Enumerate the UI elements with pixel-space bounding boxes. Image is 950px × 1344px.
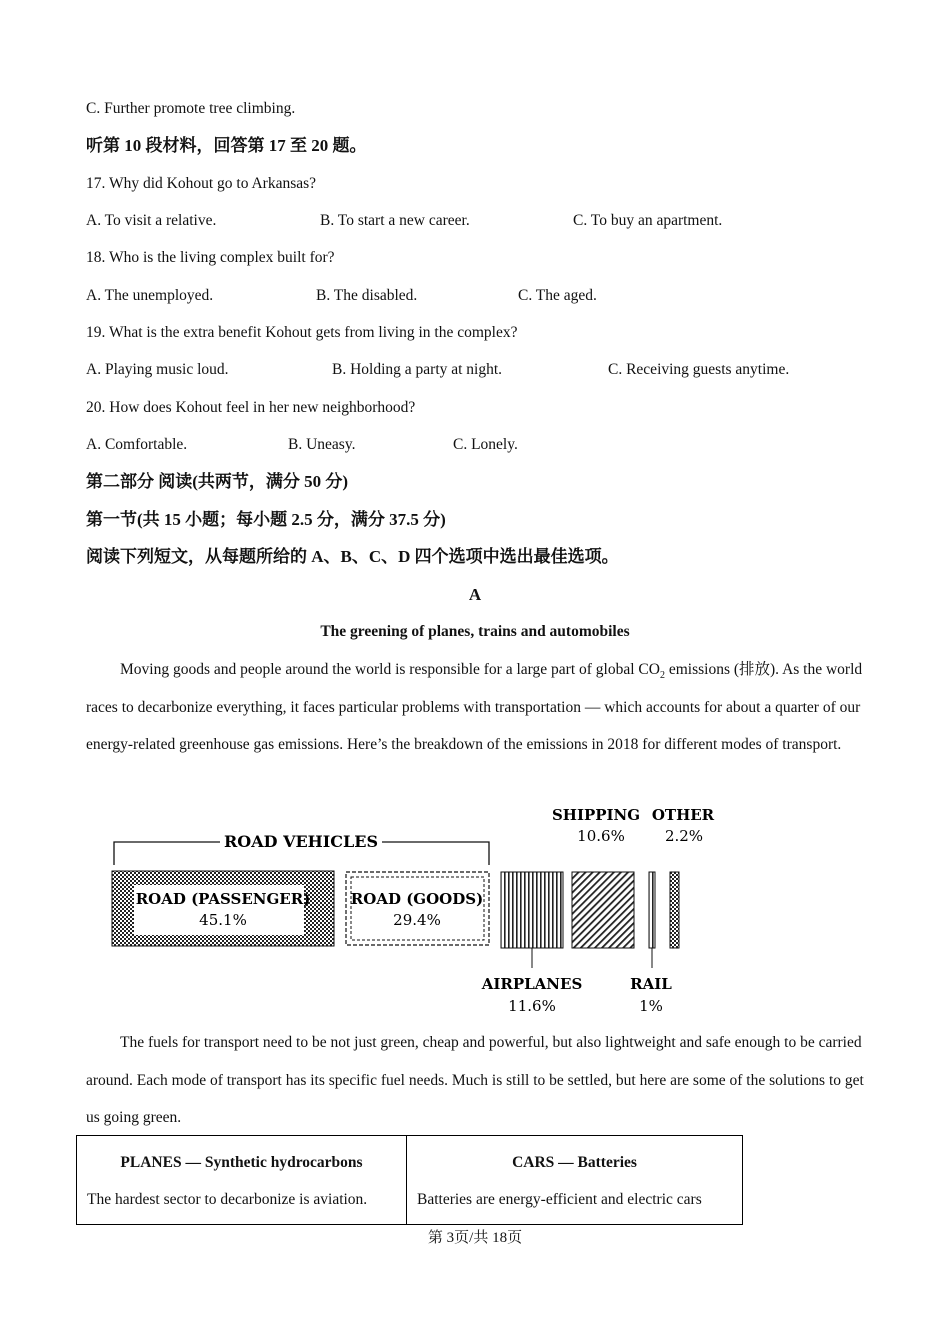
- planes-heading: PLANES — Synthetic hydrocarbons: [120, 1154, 363, 1171]
- road-vehicles-label: ROAD VEHICLES: [223, 832, 379, 851]
- question-19: 19. What is the extra benefit Kohout gets from living in the complex?: [86, 324, 518, 341]
- cat-label-other: OTHER: [651, 806, 715, 824]
- cars-text: Batteries are energy-efficient and electric cars: [417, 1191, 702, 1208]
- section-heading-10: 听第 10 段材料，回答第 17 至 20 题。: [86, 136, 367, 155]
- q20-option-c: C. Lonely.: [453, 436, 518, 453]
- q16-option-c: C. Further promote tree climbing.: [86, 100, 296, 117]
- bar-shipping: [572, 872, 634, 948]
- section-one-heading: 第一节(共 15 小题；每小题 2.5 分，满分 37.5 分): [86, 510, 446, 529]
- solutions-table: [76, 1135, 743, 1225]
- value-label-road-goods: 29.4%: [393, 911, 441, 929]
- bar-rail: [649, 872, 655, 948]
- cat-label-shipping: SHIPPING: [551, 806, 641, 824]
- question-20: 20. How does Kohout feel in her new neighborhood?: [86, 399, 416, 416]
- value-label-road-passenger: 45.1%: [199, 911, 247, 929]
- value-label-airplanes: 11.6%: [508, 997, 556, 1015]
- q20-option-a: A. Comfortable.: [86, 436, 188, 453]
- question-18: 18. Who is the living complex built for?: [86, 249, 335, 266]
- road-bracket-left: [114, 842, 220, 865]
- emissions-chart: [100, 798, 740, 1023]
- q17-option-a: A. To visit a relative.: [86, 212, 217, 229]
- q19-option-a: A. Playing music loud.: [86, 361, 229, 378]
- q19-option-c: C. Receiving guests anytime.: [608, 361, 790, 378]
- bar-other: [670, 872, 679, 948]
- table-cell-planes: [77, 1136, 407, 1224]
- reading-instructions: 阅读下列短文，从每题所给的 A、B、C、D 四个选项中选出最佳选项。: [86, 547, 619, 566]
- cat-label-airplanes: AIRPLANES: [481, 975, 583, 993]
- cars-heading: CARS — Batteries: [512, 1154, 637, 1171]
- value-label-other: 2.2%: [664, 827, 704, 845]
- passage-paragraph-1: Moving goods and people around the world is responsible for a large part of global $CO_2$ emissions (排放). As the world races to decarbonize everything, it faces particular problems with transportation — which accounts for about a quarter of our energy-related greenhouse gas emissions. Here’s the breakdown of the emissions in 2018 for different modes of transport.: [86, 661, 863, 753]
- passage-title: The greening of planes, trains and automobiles: [320, 623, 630, 640]
- bar-road-goods: [346, 872, 489, 945]
- road-bracket-right: [382, 842, 489, 865]
- question-17: 17. Why did Kohout go to Arkansas?: [86, 175, 317, 192]
- page-footer: 第 3页/共 18页: [427, 1230, 523, 1246]
- q20-option-b: B. Uneasy.: [288, 436, 356, 453]
- part-two-heading: 第二部分 阅读(共两节，满分 50 分): [86, 472, 349, 491]
- bar-airplanes: [501, 872, 563, 948]
- passage-letter: A: [468, 585, 482, 604]
- value-label-rail: 1%: [639, 997, 663, 1015]
- q17-option-c: C. To buy an apartment.: [573, 212, 723, 229]
- q19-option-b: B. Holding a party at night.: [332, 361, 503, 378]
- cat-label-rail: RAIL: [630, 975, 672, 993]
- q18-option-b: B. The disabled.: [316, 287, 418, 304]
- q18-option-c: C. The aged.: [518, 287, 597, 304]
- planes-text: The hardest sector to decarbonize is aviation.: [87, 1191, 368, 1208]
- q17-option-b: B. To start a new career.: [320, 212, 470, 229]
- cat-label-road-passenger: ROAD (PASSENGER): [135, 890, 311, 908]
- q18-option-a: A. The unemployed.: [86, 287, 214, 304]
- value-label-shipping: 10.6%: [577, 827, 625, 845]
- table-cell-cars: [407, 1136, 742, 1224]
- passage-paragraph-2: The fuels for transport need to be not just green, cheap and powerful, but also lightweight and safe enough to be carried around. Each mode of transport has its specific fuel needs. Much is still to be settled, but here are some of the solutions to get us going green.: [86, 1034, 864, 1126]
- cat-label-road-goods: ROAD (GOODS): [350, 890, 484, 908]
